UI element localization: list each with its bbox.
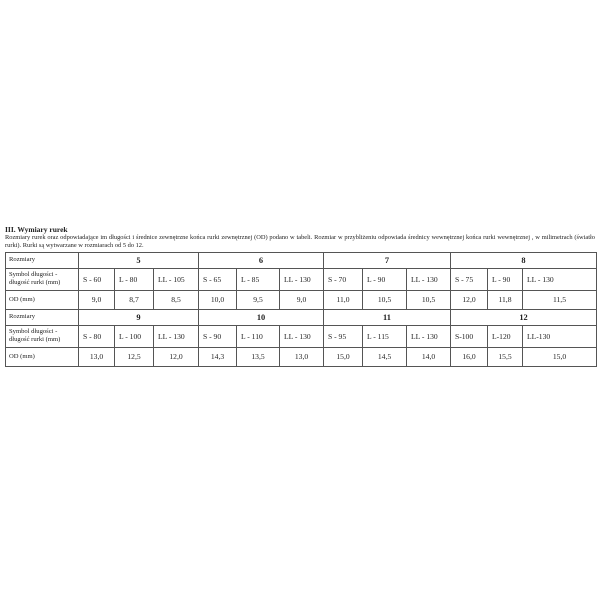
symbol-cell: S - 70 — [324, 268, 363, 290]
od-cell: 10,0 — [199, 290, 237, 309]
size-header: 6 — [199, 252, 324, 268]
od-cell: 13,0 — [79, 347, 115, 366]
tube-dimensions-table — [5, 252, 597, 367]
symbol-cell: S-100 — [451, 325, 488, 347]
od-cell: 11,5 — [523, 290, 597, 309]
symbol-cell: LL - 130 — [407, 268, 451, 290]
od-cell: 10,5 — [407, 290, 451, 309]
symbol-cell: L - 85 — [237, 268, 280, 290]
symbol-cell: LL - 130 — [407, 325, 451, 347]
od-cell: 9,0 — [280, 290, 324, 309]
symbol-cell: L - 115 — [363, 325, 407, 347]
od-cell: 12,0 — [451, 290, 488, 309]
symbol-cell: LL-130 — [523, 325, 597, 347]
od-cell: 8,7 — [115, 290, 154, 309]
size-header: 11 — [324, 309, 451, 325]
od-cell: 8,5 — [154, 290, 199, 309]
symbol-cell: LL - 105 — [154, 268, 199, 290]
symbol-row — [6, 268, 597, 290]
section-paragraph: Rozmiary rurek oraz odpowiadające im długości i średnice zewnętrzne końca rurki zewnętrznej (OD) podano w tabeli. Rozmiar w przybliżeniu odpowiada średnicy wewnętrznej końca rurki wewnętrznej , w milimetrach (światło rurki). Rurki są wytwarzane w rozmiarach od 5 do 12. — [5, 234, 595, 250]
od-cell: 12,0 — [154, 347, 199, 366]
symbol-cell: L - 80 — [115, 268, 154, 290]
symbol-cell: S - 95 — [324, 325, 363, 347]
size-header: 10 — [199, 309, 324, 325]
od-cell: 14,5 — [363, 347, 407, 366]
size-row-label: Rozmiary — [6, 252, 79, 268]
symbol-cell: L-120 — [488, 325, 523, 347]
od-cell: 13,0 — [280, 347, 324, 366]
symbol-cell: L - 110 — [237, 325, 280, 347]
od-cell: 9,5 — [237, 290, 280, 309]
size-header: 12 — [451, 309, 597, 325]
od-cell: 11,0 — [324, 290, 363, 309]
symbol-cell: LL - 130 — [280, 268, 324, 290]
symbol-cell: L - 100 — [115, 325, 154, 347]
od-cell: 9,0 — [79, 290, 115, 309]
size-header: 5 — [79, 252, 199, 268]
size-header: 9 — [79, 309, 199, 325]
symbol-cell: L - 90 — [363, 268, 407, 290]
od-cell: 16,0 — [451, 347, 488, 366]
od-cell: 14,0 — [407, 347, 451, 366]
od-cell: 11,8 — [488, 290, 523, 309]
symbol-row-label: Symbol długości - długość rurki (mm) — [6, 325, 79, 347]
symbol-cell: S - 65 — [199, 268, 237, 290]
od-row — [6, 290, 597, 309]
symbol-cell: S - 80 — [79, 325, 115, 347]
od-cell: 12,5 — [115, 347, 154, 366]
symbol-cell: S - 75 — [451, 268, 488, 290]
symbol-row-label: Symbol długości - długość rurki (mm) — [6, 268, 79, 290]
od-row-label: OD (mm) — [6, 290, 79, 309]
symbol-cell: L - 90 — [488, 268, 523, 290]
symbol-cell: LL - 130 — [523, 268, 597, 290]
od-cell: 15,0 — [324, 347, 363, 366]
od-cell: 13,5 — [237, 347, 280, 366]
od-row — [6, 347, 597, 366]
size-header: 7 — [324, 252, 451, 268]
symbol-cell: LL - 130 — [280, 325, 324, 347]
symbol-cell: S - 60 — [79, 268, 115, 290]
symbol-cell: LL - 130 — [154, 325, 199, 347]
size-row — [6, 252, 597, 268]
od-row-label: OD (mm) — [6, 347, 79, 366]
size-header: 8 — [451, 252, 597, 268]
od-cell: 15,0 — [523, 347, 597, 366]
document-section — [5, 225, 595, 367]
od-cell: 15,5 — [488, 347, 523, 366]
table-body — [6, 252, 597, 366]
size-row-label: Rozmiary — [6, 309, 79, 325]
symbol-cell: S - 90 — [199, 325, 237, 347]
od-cell: 14,3 — [199, 347, 237, 366]
size-row — [6, 309, 597, 325]
section-heading: III. Wymiary rurek — [5, 225, 68, 234]
symbol-row — [6, 325, 597, 347]
od-cell: 10,5 — [363, 290, 407, 309]
